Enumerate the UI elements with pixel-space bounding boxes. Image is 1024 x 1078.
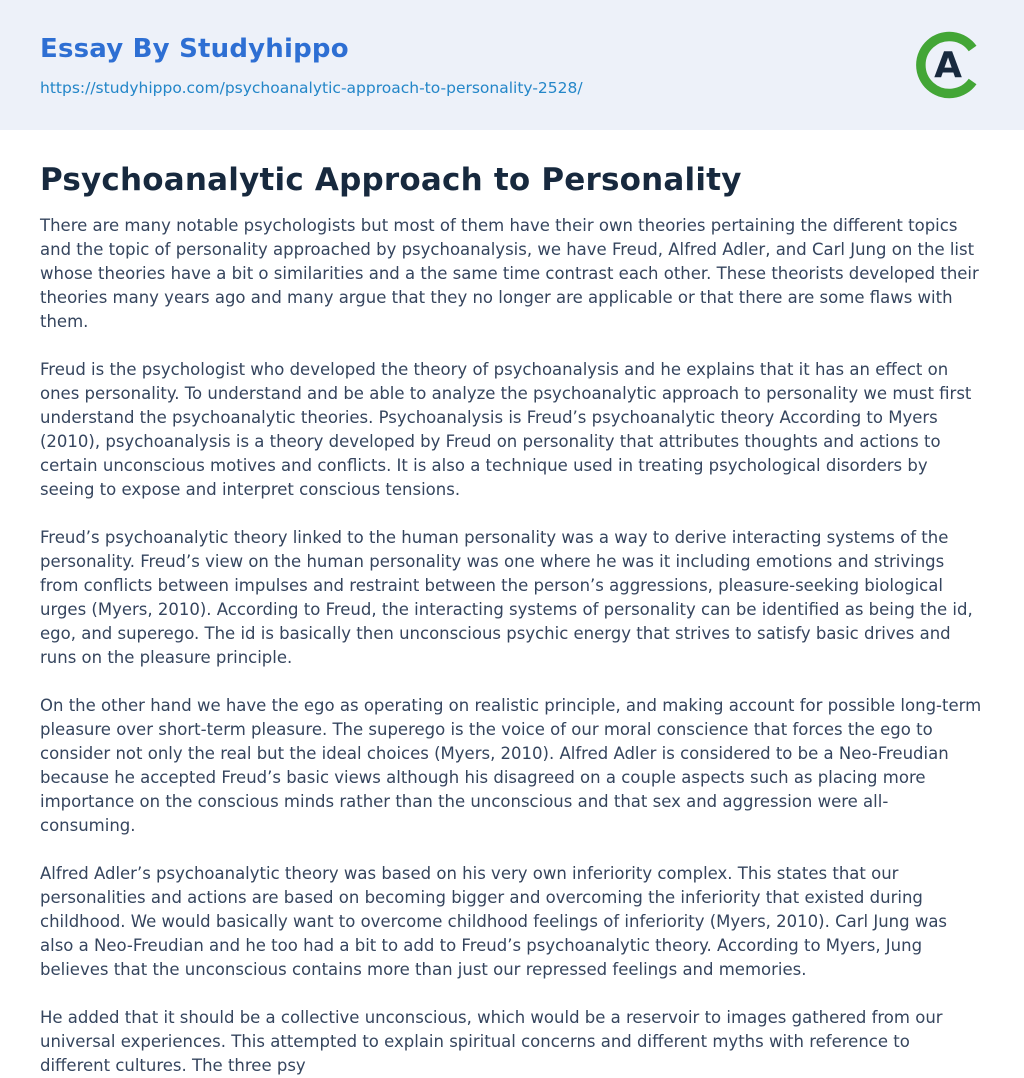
page-header [0, 0, 1024, 130]
site-title-link[interactable]: Essay By Studyhippo [40, 33, 349, 64]
essay-paragraph: Freud’s psychoanalytic theory linked to the human personality was a way to derive interacting systems of the personality. Freud’s view on the human personality was one where he was it including emotions and strivings from conflicts between impulses and restraint between the person’s aggressions, pleasure-seeking biological urges (Myers, 2010). According to Freud, the interacting systems of personality can be identified as being the id, ego, and superego. The id is basically then unconscious psychic energy that strives to satisfy basic drives and runs on the pleasure principle. [40, 528, 973, 667]
logo-ring-icon [912, 28, 986, 102]
essay-title: Psychoanalytic Approach to Personality [40, 162, 742, 198]
essay-paragraph: He added that it should be a collective unconscious, which would be a reservoir to images gathered from our universal experiences. This attempted to explain spiritual concerns and different myths with reference to different cultures. The three psy [40, 1008, 943, 1075]
essay-paragraph: Freud is the psychologist who developed the theory of psychoanalysis and he explains that it has an effect on ones personality. To understand and be able to analyze the psychoanalytic approach to personality we must first understand the psychoanalytic theories. Psychoanalysis is Freud’s psychoanalytic theory According to Myers (2010), psychoanalysis is a theory developed by Freud on personality that attributes thoughts and actions to certain unconscious motives and conflicts. It is also a technique used in treating psychological disorders by seeing to expose and interpret conscious tensions. [40, 360, 972, 499]
source-url-link[interactable]: https://studyhippo.com/psychoanalytic-approach-to-personality-2528/ [40, 78, 583, 97]
essay-content [0, 130, 1024, 1078]
header-text-block [40, 34, 583, 97]
logo-letter: A [934, 45, 962, 86]
essay-paragraph: On the other hand we have the ego as operating on realistic principle, and making account for possible long-term pleasure over short-term pleasure. The superego is the voice of our moral conscience that forces the ego to consider not only the real but the ideal choices (Myers, 2010). Alfred Adler is considered to be a Neo-Freudian because he accepted Freud’s basic views although his disagreed on a couple aspects such as placing more importance on the conscious minds rather than the unconscious and that sex and aggression were all-consuming. [40, 696, 982, 835]
essay-paragraph: Alfred Adler’s psychoanalytic theory was based on his very own inferiority complex. This states that our personalities and actions are based on becoming bigger and overcoming the inferiority that existed during childhood. We would basically want to overcome childhood feelings of inferiority (Myers, 2010). Carl Jung was also a Neo-Freudian and he too had a bit to add to Freud’s psychoanalytic theory. According to Myers, Jung believes that the unconscious contains more than just our repressed feelings and memories. [40, 864, 948, 979]
studyhippo-logo [912, 28, 986, 102]
essay-paragraph: There are many notable psychologists but most of them have their own theories pertaining the different topics and the topic of personality approached by psychoanalysis, we have Freud, Alfred Adler, and Carl Jung on the list whose theories have a bit o similarities and a the same time contrast each other. These theorists developed their theories many years ago and many argue that they no longer are applicable or that there are some flaws with them. [40, 216, 979, 331]
